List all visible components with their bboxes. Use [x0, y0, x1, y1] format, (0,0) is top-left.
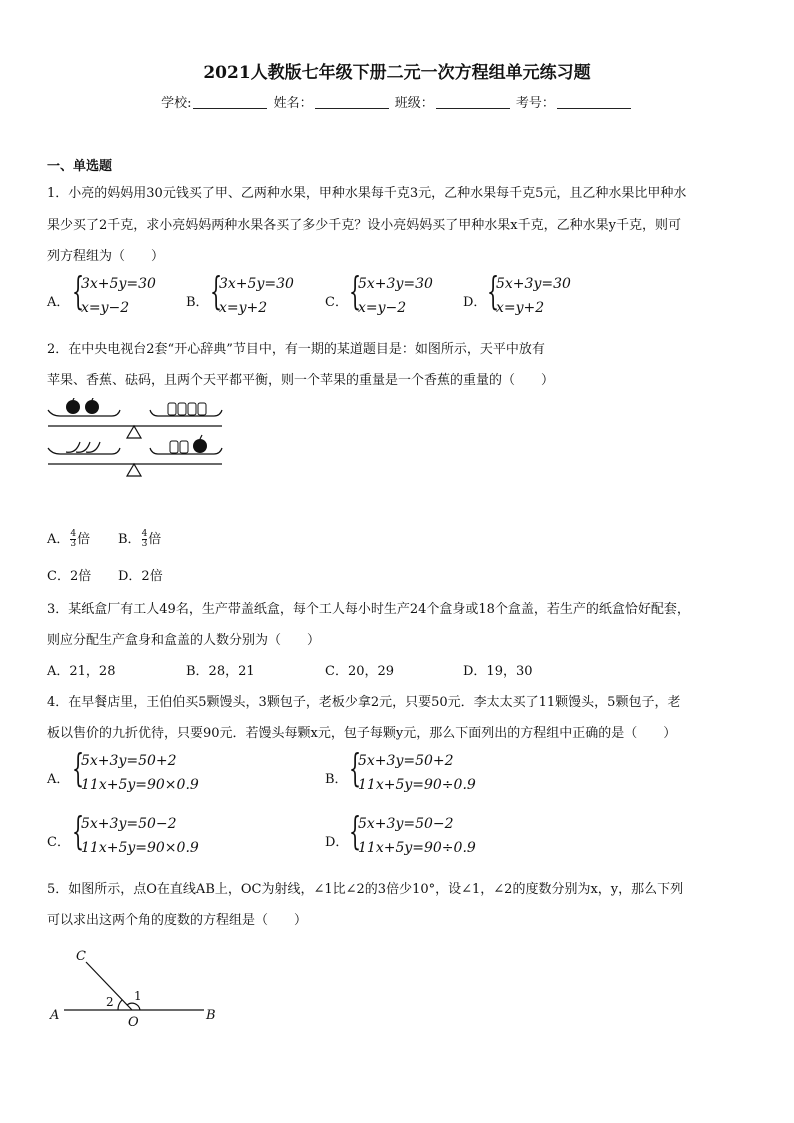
page-title: 2021人教版七年级下册二元一次方程组单元练习题: [203, 63, 591, 83]
apple-icon: [85, 398, 99, 414]
q1-option-b-label: B．: [186, 295, 209, 310]
class-blank[interactable]: [436, 96, 510, 109]
q3-option-c[interactable]: C．20，29: [325, 664, 395, 679]
q1-option-a-label: A．: [47, 295, 70, 310]
q2-option-a[interactable]: A． $\frac{4}{3}$ 倍: [47, 529, 91, 549]
angle-figure: [46, 940, 226, 1032]
label-a: A: [50, 1008, 60, 1023]
apple-icon: [66, 398, 80, 414]
apple-icon: [193, 435, 207, 453]
student-info-line: [0, 92, 794, 111]
q2-option-c[interactable]: C．2倍: [47, 569, 92, 584]
label-c: C: [76, 949, 86, 964]
label-b: B: [206, 1008, 216, 1023]
q2-option-b[interactable]: B． $\frac{4}{3}$ 倍: [118, 529, 162, 549]
q4-option-a-label: A．: [47, 772, 70, 787]
weight-icon: [170, 441, 188, 453]
q3-option-a[interactable]: A．21，28: [47, 664, 116, 679]
name-label: 姓名：: [273, 96, 313, 111]
angle-2-label: 2: [106, 995, 114, 1009]
q2-option-d[interactable]: D．2倍: [118, 569, 163, 584]
q4-option-d-label: D．: [325, 835, 349, 850]
q4-line2: 板以售价的九折优待，只要90元．若馒头每颗x元，包子每颗y元，那么下面列出的方程组中正确的是（ ）: [47, 726, 677, 741]
q2-line2: 苹果、香蕉、砝码，且两个天平都平衡，则一个苹果的重量是一个香蕉的重量的（ ）: [47, 373, 555, 388]
balance-scales-figure: [46, 398, 226, 480]
q3-option-b[interactable]: B．28，21: [186, 664, 255, 679]
q1-option-c-label: C．: [325, 295, 348, 310]
q1-line1: 1．小亮的妈妈用30元钱买了甲、乙两种水果，甲种水果每千克3元，乙种水果每千克5元，且乙种水果比甲种水: [47, 186, 687, 201]
exam-no-label: 考号：: [515, 96, 555, 111]
q4-option-c-label: C．: [47, 835, 70, 850]
angle-1-label: 1: [134, 989, 142, 1003]
q1-option-d-label: D．: [463, 295, 487, 310]
section-heading: 一、单选题: [47, 159, 113, 174]
name-blank[interactable]: [315, 96, 389, 109]
exam-no-blank[interactable]: [557, 96, 631, 109]
banana-icon: [66, 442, 100, 452]
school-blank[interactable]: [193, 96, 267, 109]
q1-line3: 列方程组为（ ）: [47, 249, 165, 264]
q2-line1: 2．在中央电视台2套“开心辞典”节目中，有一期的某道题目是：如图所示，天平中放有: [47, 342, 545, 357]
label-o: O: [128, 1015, 139, 1030]
q5-line2: 可以求出这两个角的度数的方程组是（ ）: [47, 913, 308, 928]
school-label: 学校:: [161, 96, 192, 111]
q3-line1: 3．某纸盒厂有工人49名，生产带盖纸盒，每个工人每小时生产24个盒身或18个盒盖，若生产的纸盒恰好配套，: [47, 602, 690, 617]
q1-line2: 果少买了2千克，求小亮妈妈两种水果各买了多少千克？设小亮妈妈买了甲种水果x千克，乙种水果y千克，则可: [47, 218, 681, 233]
q4-option-b-label: B．: [325, 772, 348, 787]
class-label: 班级：: [394, 96, 434, 111]
q5-line1: 5．如图所示，点O在直线AB上，OC为射线，∠1比∠2的3倍少10°，设∠1，∠2的度数分别为x，y，那么下列: [47, 882, 684, 897]
q3-option-d[interactable]: D．19，30: [463, 664, 533, 679]
q3-line2: 则应分配生产盒身和盒盖的人数分别为（ ）: [47, 633, 321, 648]
weight-icon: [168, 403, 206, 415]
q4-line1: 4．在早餐店里，王伯伯买5颗馒头，3颗包子，老板少拿2元，只要50元．李太太买了11颗馒头，5颗包子，老: [47, 695, 681, 710]
